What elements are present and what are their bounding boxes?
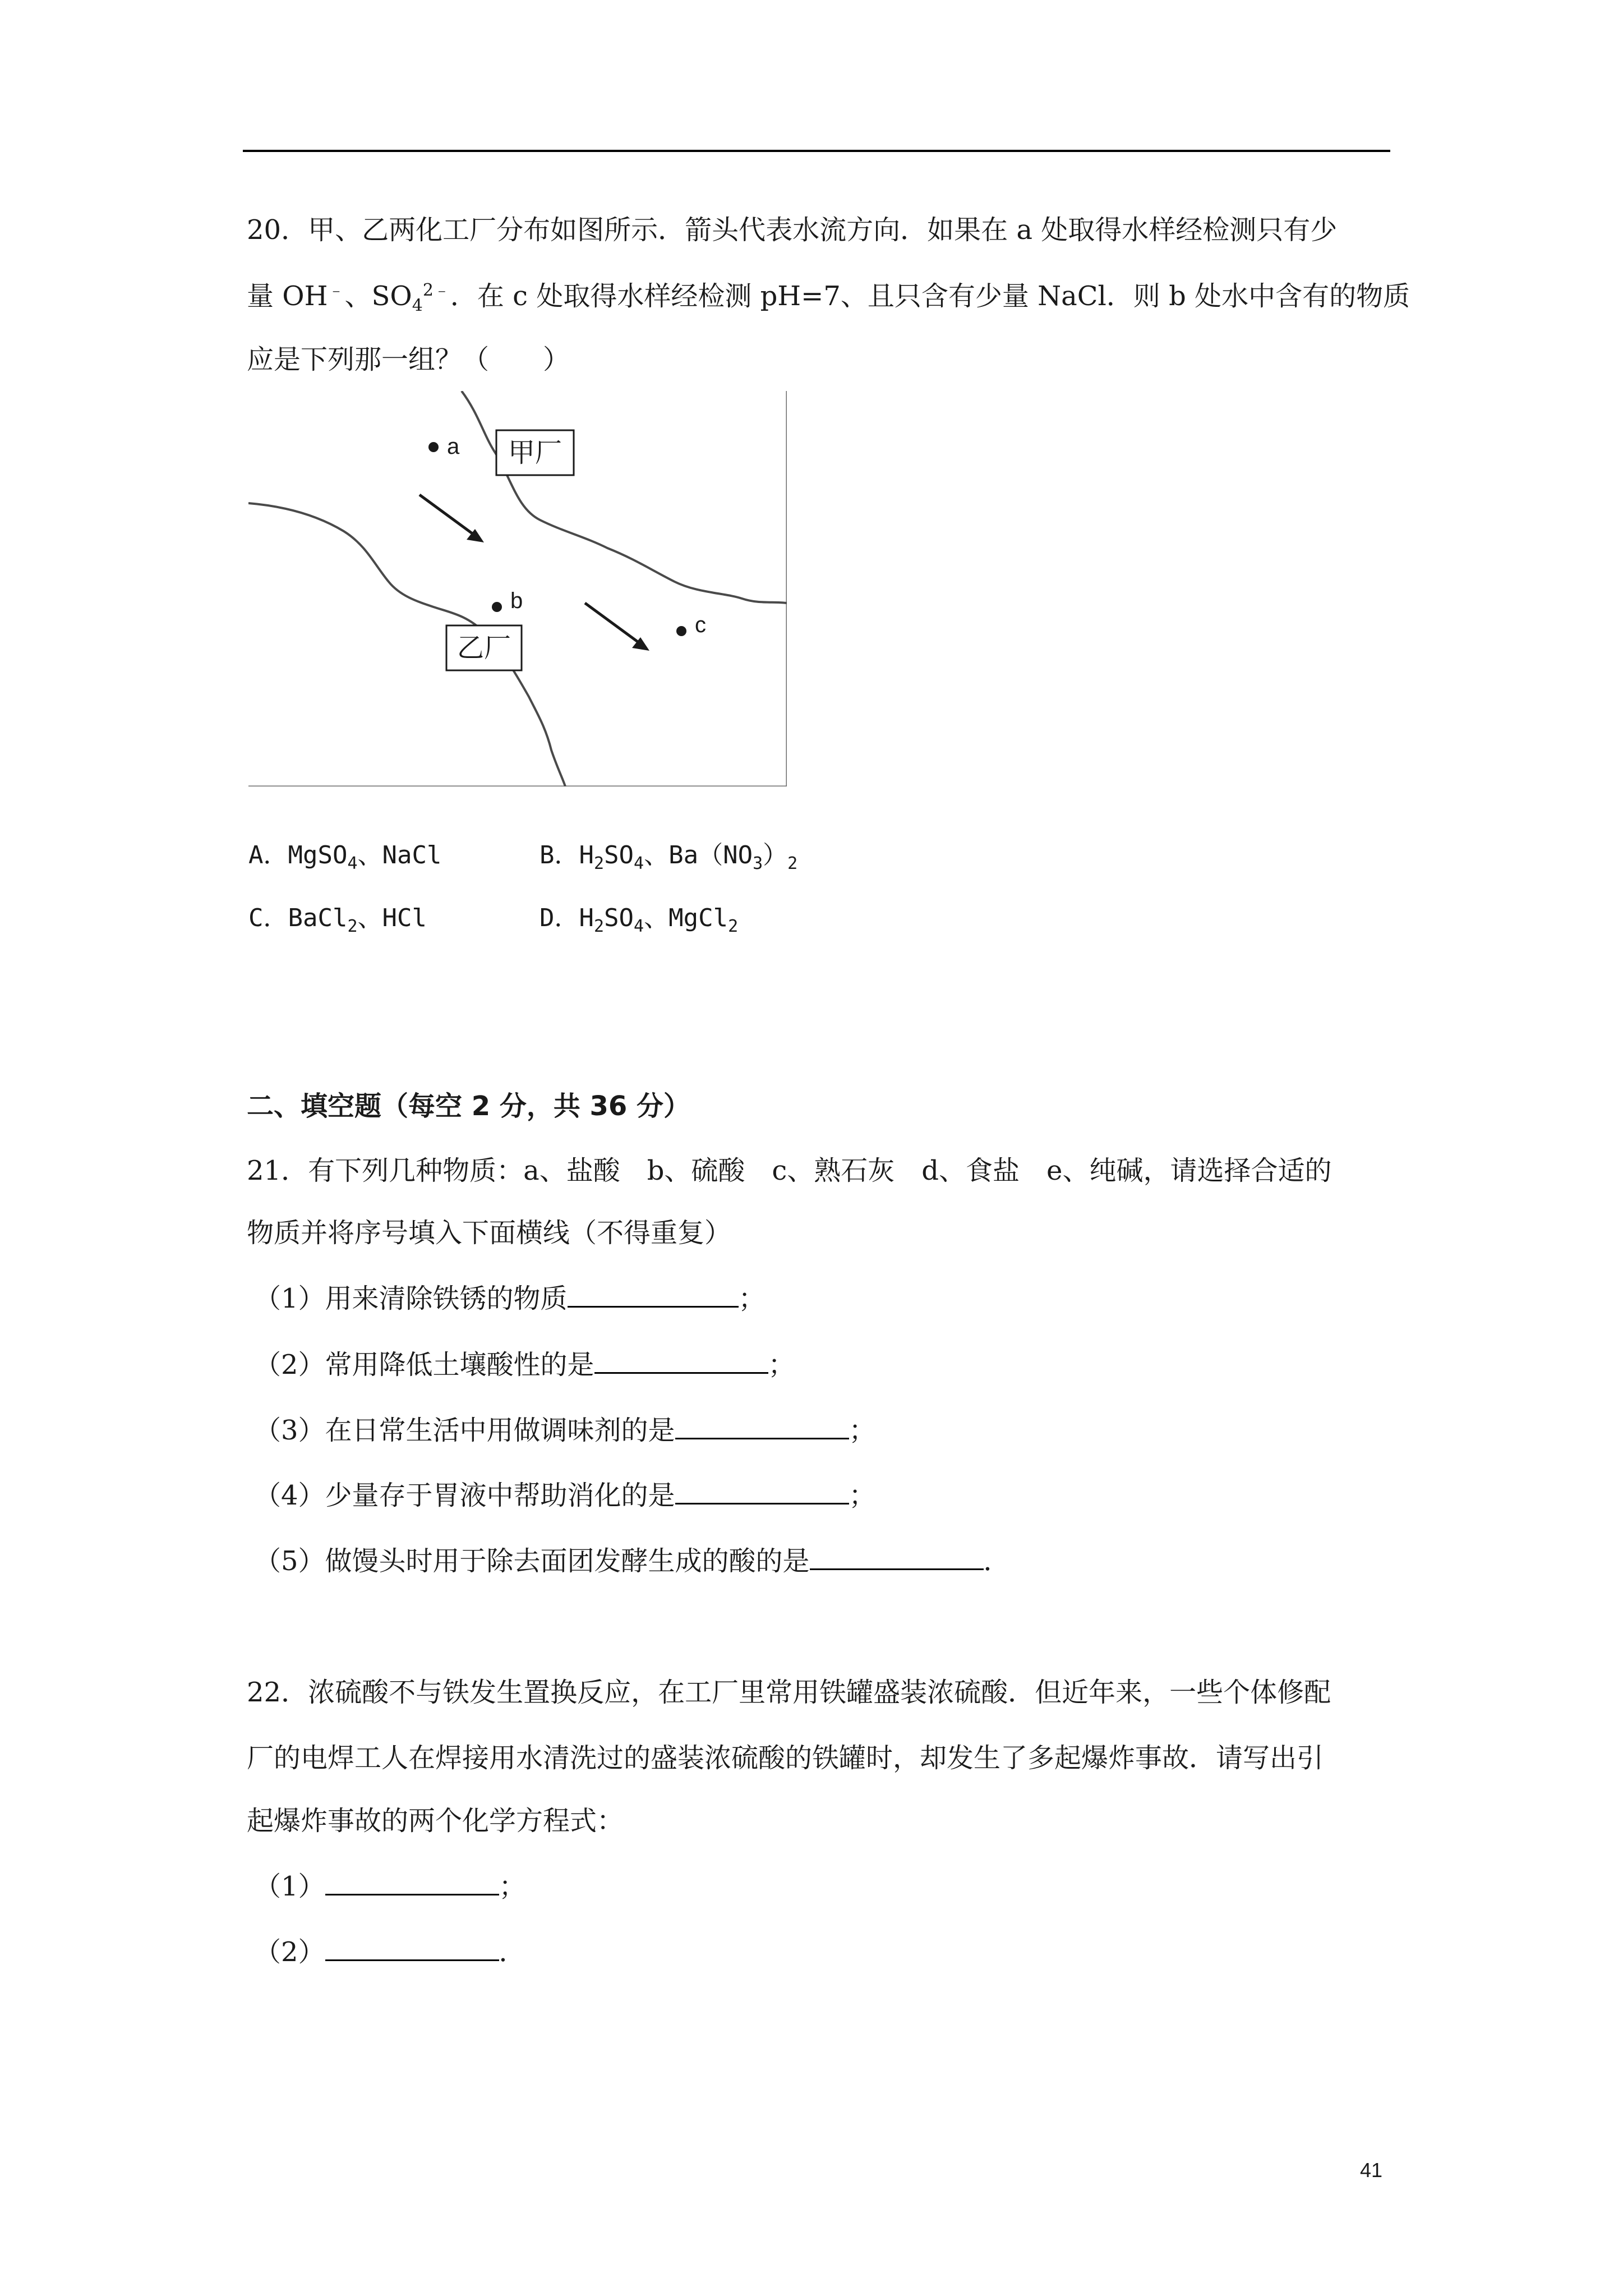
q20-line-2: 量 OH﹣、$SO_4^{2﹣}$．在 c 处取得水样经检测 pH=7、且只含有少量 NaCl．则 b 处水中含有的物质 <box>247 280 1410 316</box>
section-2-heading: 二、填空题（每空 2 分，共 36 分） <box>247 1091 691 1122</box>
q22-item-2: （2） ． <box>254 1936 526 1968</box>
point-a-dot <box>428 442 439 452</box>
option-a: A．MgSO$_4$、NaCl <box>248 841 442 873</box>
answer-blank[interactable] <box>675 1480 849 1504</box>
option-d: D．$H_2SO_4$、MgCl$_2$ <box>540 904 739 936</box>
point-c-label: c <box>695 613 706 637</box>
answer-blank[interactable] <box>810 1546 984 1570</box>
river-factory-diagram <box>248 391 787 786</box>
point-b-dot <box>492 602 502 612</box>
q21-item-2: （2）常用降低土壤酸性的是 ； <box>254 1349 795 1381</box>
answer-blank[interactable] <box>325 1871 499 1895</box>
answer-blank[interactable] <box>568 1283 739 1308</box>
q22-line-3: 起爆炸事故的两个化学方程式： <box>247 1805 624 1837</box>
q20-line-3: 应是下列那一组？（ ） <box>247 344 570 375</box>
factory-a-label: 甲厂 <box>508 437 562 468</box>
q21-item-4: （4）少量存于胃液中帮助消化的是 ； <box>254 1480 876 1511</box>
q21-item-3: （3）在日常生活中用做调味剂的是 ； <box>254 1415 876 1446</box>
point-a-label: a <box>447 434 460 459</box>
q21-item-5: （5）做馒头时用于除去面团发酵生成的酸的是 ． <box>254 1545 1011 1577</box>
point-b-label: b <box>510 588 523 613</box>
q20-line-1: 20．甲、乙两化工厂分布如图所示．箭头代表水流方向．如果在 a 处取得水样经检测只有少 <box>247 214 1338 246</box>
header-rule <box>243 150 1390 152</box>
q22-line-2: 厂的电焊工人在焊接用水清洗过的盛装浓硫酸的铁罐时，却发生了多起爆炸事故．请写出引 <box>247 1742 1324 1774</box>
q21-item-1: （1）用来清除铁锈的物质 ； <box>254 1283 766 1314</box>
answer-blank[interactable] <box>675 1415 849 1439</box>
option-c: C．BaCl$_2$、HCl <box>248 904 427 936</box>
q22-item-1: （1） ； <box>254 1871 526 1902</box>
factory-b-label: 乙厂 <box>457 632 511 664</box>
q21-line-1: 21．有下列几种物质：a、盐酸 b、硫酸 c、熟石灰 d、食盐 e、纯碱，请选择合适的 <box>247 1155 1332 1186</box>
q22-line-1: 22．浓硫酸不与铁发生置换反应，在工厂里常用铁罐盛装浓硫酸．但近年来，一些个体修配 <box>247 1677 1331 1708</box>
q21-line-2: 物质并将序号填入下面横线（不得重复） <box>247 1217 732 1249</box>
page-number: 41 <box>1360 2159 1383 2182</box>
point-c-dot <box>676 626 686 636</box>
answer-blank[interactable] <box>594 1350 768 1374</box>
option-b: B．$H_2SO_4$、$Ba(NO_3)_2$ <box>540 841 798 873</box>
answer-blank[interactable] <box>325 1937 499 1961</box>
